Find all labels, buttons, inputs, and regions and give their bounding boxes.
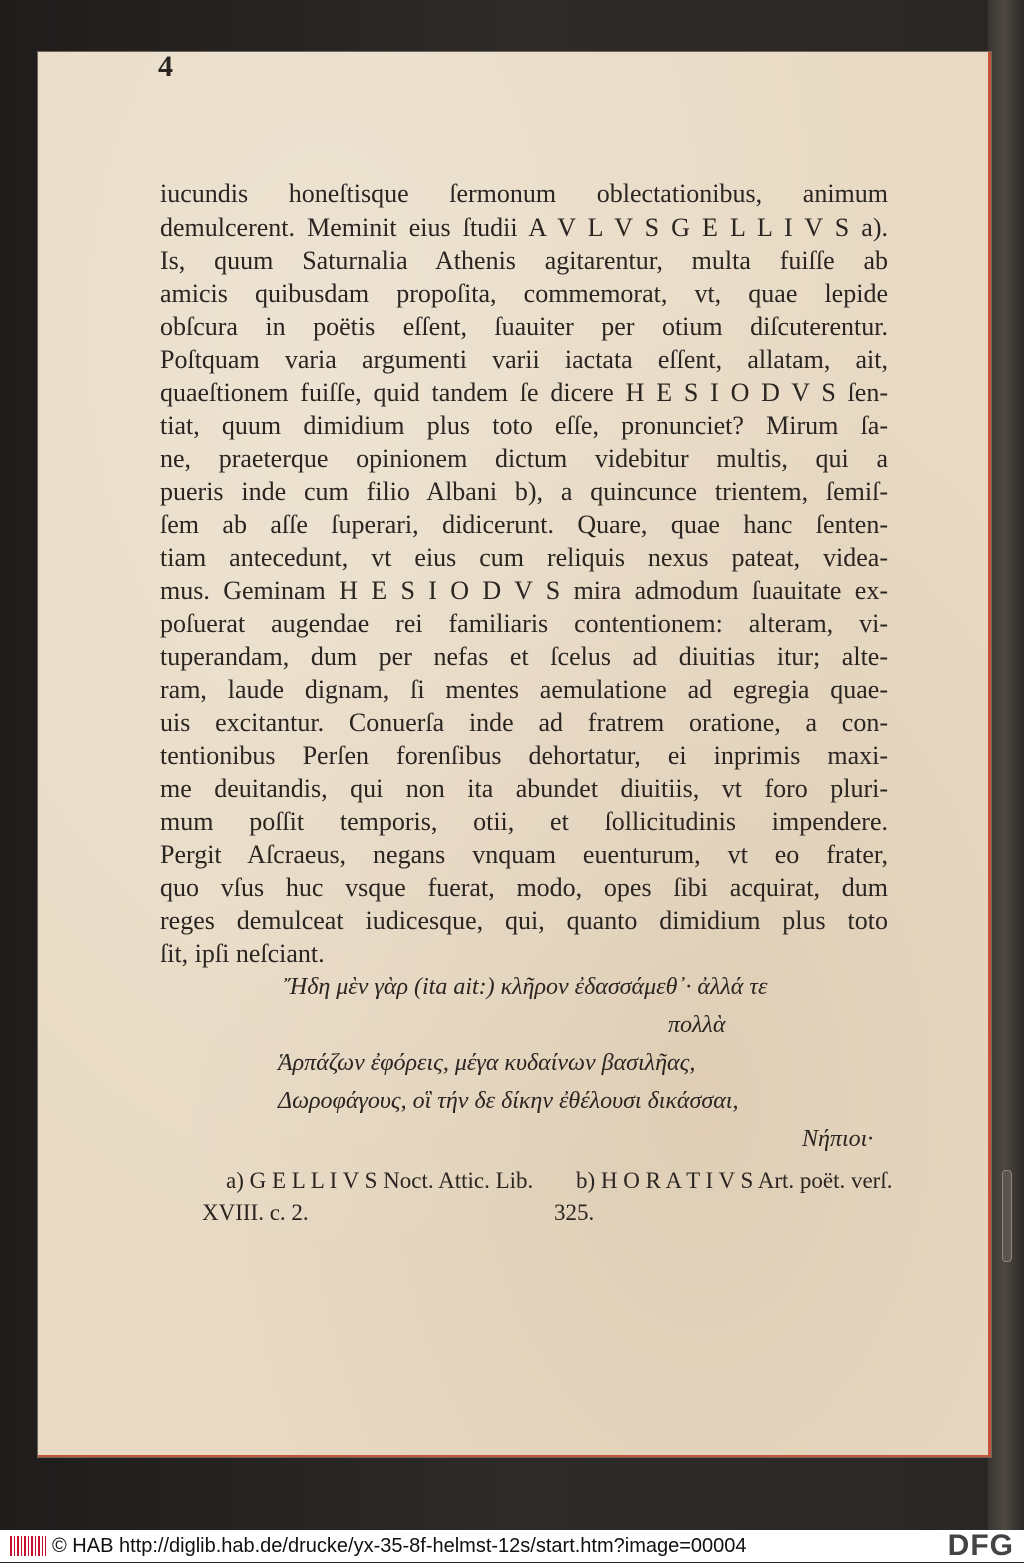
quote-line: πολλὰ [668, 1012, 726, 1038]
text-line: tuperandam, dum per nefas et ſcelus ad diuitias itur; alte- [160, 642, 888, 671]
text-line: uis excitantur. Conuerſa inde ad fratrem oratione, a con- [160, 708, 888, 737]
page-number: 4 [158, 50, 173, 83]
text-line: Poſtquam varia argumenti varii iactata eſſent, allatam, ait, [160, 345, 888, 374]
text-line: ſem ab aſſe ſuperari, didicerunt. Quare, quae hanc ſenten- [160, 510, 888, 539]
text-line: quaeſtionem fuiſſe, quid tandem ſe dicere H E S I O D V S ſen- [160, 378, 888, 407]
text-line: Pergit Aſcraeus, negans vnquam euenturum, vt eo frater, [160, 840, 888, 869]
quote-line: Δωροφάγους, οἳ τήν δε δίκην ἐθέλουσι δικάσσαι, [278, 1088, 739, 1114]
text-line: obſcura in poëtis eſſent, ſuauiter per otium diſcuterentur. [160, 312, 888, 341]
text-line: mus. Geminam H E S I O D V S mira admodum ſuauitate ex- [160, 576, 888, 605]
barcode-icon [10, 1536, 46, 1556]
footnote-a-cont: XVIII. c. 2. [202, 1200, 309, 1225]
text-line: Is, quum Saturnalia Athenis agitarentur, multa fuiſſe ab [160, 246, 888, 275]
text-line: pueris inde cum filio Albani b), a quincunce trientem, ſemiſ- [160, 477, 888, 506]
text-line: amicis quibusdam propoſita, commemorat, vt, quae lepide [160, 279, 888, 308]
text-line: tiam antecedunt, vt eius cum reliquis nexus pateat, videa- [160, 543, 888, 572]
quote-line: Ἤδη μὲν γὰρ (ita ait:) κλῆρον ἐδασσάμεθ᾽· ἀλλά τε [284, 974, 768, 1000]
text-line: demulcerent. Meminit eius ſtudii A V L V S G E L L I V S a). [160, 213, 888, 242]
text-line: reges demulceat iudicesque, qui, quanto dimidium plus toto [160, 906, 888, 935]
text-line: ne, praeterque opinionem dictum videbitur multis, qui a [160, 444, 888, 473]
binding-clasp [1002, 1170, 1012, 1262]
text-line: iucundis honeſtisque ſermonum oblectationibus, animum [160, 179, 888, 208]
text-line: ram, laude dignam, ſi mentes aemulatione ad egregia quae- [160, 675, 888, 704]
book-edge [988, 0, 1024, 1530]
text-line: tentionibus Perſen forenſibus dehortatur, ei inprimis maxi- [160, 741, 888, 770]
text-line: poſuerat augendae rei familiaris contentionem: alteram, vi- [160, 609, 888, 638]
copyright-link[interactable]: © HAB http://diglib.hab.de/drucke/yx-35-8f-helmst-12s/start.htm?image=00004 [52, 1534, 747, 1557]
text-line: quo vſus huc vsque fuerat, modo, opes ſibi acquirat, dum [160, 873, 888, 902]
footnote-a: a) G E L L I V S Noct. Attic. Lib. [226, 1168, 534, 1193]
text-line: ſit, ipſi neſciant. [160, 939, 325, 968]
text-line: tiat, quum dimidium plus toto eſſe, pronunciet? Mirum ſa- [160, 411, 888, 440]
dfg-logo: DFG [947, 1529, 1014, 1562]
quote-line: Νήπιοι· [802, 1126, 874, 1152]
footnote-b: b) H O R A T I V S Art. poët. verſ. [576, 1168, 893, 1193]
copyright-bar [0, 1530, 1024, 1562]
footnote-b-cont: 325. [554, 1200, 595, 1225]
text-line: mum poſſit temporis, otii, et ſollicitudinis impendere. [160, 807, 888, 836]
quote-line: Ἁρπάζων ἐφόρεις, μέγα κυδαίνων βασιλῆας, [278, 1050, 696, 1076]
text-line: me deuitandis, qui non ita abundet diuitiis, vt foro pluri- [160, 774, 888, 803]
